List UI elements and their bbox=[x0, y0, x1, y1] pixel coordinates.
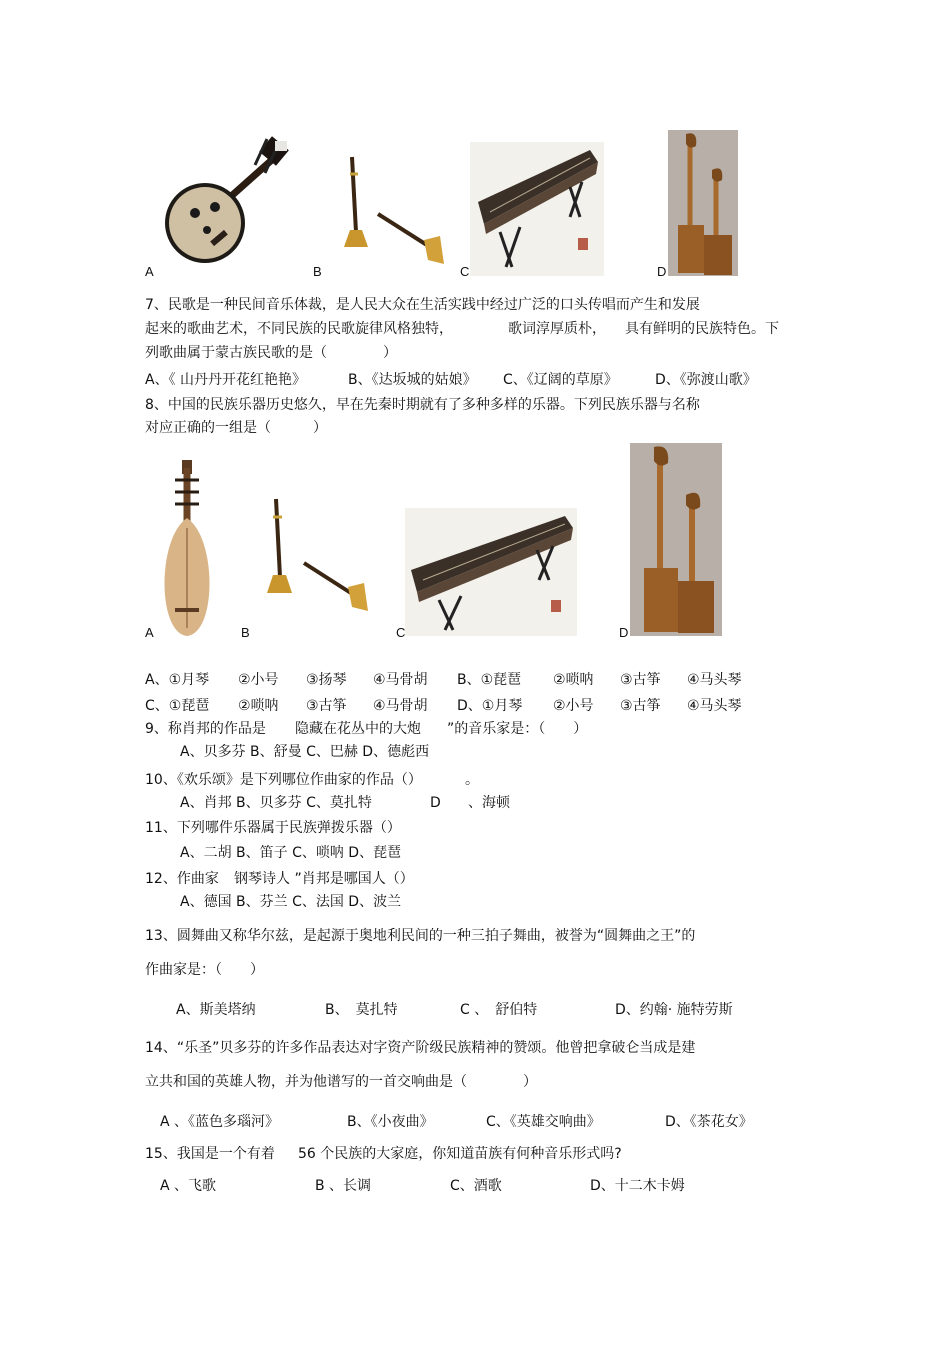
q14-line1: 14、“乐圣”贝多芬的许多作品表达对字资产阶级民族精神的赞颂。他曾把拿破仑当成是建 bbox=[145, 1040, 696, 1056]
q15-option-c[interactable]: C、酒歌 bbox=[450, 1178, 502, 1194]
q8-opt-a3: ③扬琴 bbox=[306, 672, 347, 688]
yueqin-image bbox=[155, 135, 295, 265]
q9-text-a: 9、称肖邦的作品是 bbox=[145, 721, 266, 737]
q13-option-d[interactable]: D、约翰· 施特劳斯 bbox=[615, 1002, 733, 1018]
suona-image bbox=[340, 152, 450, 267]
suona-image-2 bbox=[262, 495, 372, 613]
q9-text-c: ”的音乐家是：（ ） bbox=[447, 721, 588, 737]
q12-text-b: 钢琴诗人 ”肖邦是哪国人（） bbox=[234, 871, 414, 887]
q13-line2: 作曲家是：（ ） bbox=[145, 962, 264, 978]
q7-line2c: 具有鲜明的民族特色。下 bbox=[625, 321, 779, 337]
q13-option-b[interactable]: B、 莫扎特 bbox=[325, 1002, 398, 1018]
q11-text: 11、下列哪件乐器属于民族弹拨乐器（） bbox=[145, 820, 401, 836]
pipa-image bbox=[155, 458, 217, 638]
q15-text-a: 15、我国是一个有着 bbox=[145, 1146, 275, 1162]
image-label-a: A bbox=[145, 264, 154, 279]
q7-line1: 7、民歌是一种民间音乐体裁，是人民大众在生活实践中经过广泛的口头传唱而产生和发展 bbox=[145, 297, 700, 313]
q12-options[interactable]: A、德国 B、芬兰 C、法国 D、波兰 bbox=[180, 894, 402, 910]
q8-opt-c2: ②唢呐 bbox=[238, 698, 279, 714]
q15-option-d[interactable]: D、十二木卡姆 bbox=[590, 1178, 685, 1194]
q8-opt-d1[interactable]: D、①月琴 bbox=[457, 698, 523, 714]
q8-opt-d2: ②小号 bbox=[553, 698, 594, 714]
guzheng-image-2 bbox=[405, 508, 577, 636]
image-label-b: B bbox=[313, 264, 322, 279]
q8-opt-d3: ③古筝 bbox=[620, 698, 661, 714]
image-label-d: D bbox=[657, 264, 667, 279]
q10-options-b[interactable]: D bbox=[430, 795, 441, 811]
q14-option-d[interactable]: D、《茶花女》 bbox=[665, 1114, 753, 1130]
q10-options-a[interactable]: A、肖邦 B、贝多芬 C、莫扎特 bbox=[180, 795, 372, 811]
q8-opt-b3: ③古筝 bbox=[620, 672, 661, 688]
q8-opt-b1[interactable]: B、①琵琶 bbox=[457, 672, 522, 688]
q15-text-b: 56 个民族的大家庭，你知道苗族有何种音乐形式吗? bbox=[298, 1146, 622, 1162]
q8-line1: 8、中国的民族乐器历史悠久，早在先秦时期就有了多种多样的乐器。下列民族乐器与名称 bbox=[145, 397, 700, 413]
q8-opt-d4: ④马头琴 bbox=[687, 698, 742, 714]
matouqin-image-2 bbox=[630, 443, 722, 636]
q7-line2a: 起来的歌曲艺术，不同民族的民歌旋律风格独特， bbox=[145, 321, 453, 337]
q13-option-c[interactable]: C 、 舒伯特 bbox=[460, 1002, 538, 1018]
image-label-c: C bbox=[460, 264, 470, 279]
q13-line1: 13、圆舞曲又称华尔兹，是起源于奥地利民间的一种三拍子舞曲，被誉为“圆舞曲之王”的 bbox=[145, 928, 696, 944]
q8-opt-b2: ②唢呐 bbox=[553, 672, 594, 688]
q8-opt-c3: ③古筝 bbox=[306, 698, 347, 714]
q14-option-b[interactable]: B、《小夜曲》 bbox=[347, 1114, 434, 1130]
q10-text-b: 。 bbox=[465, 772, 479, 788]
q7-option-c[interactable]: C、《辽阔的草原》 bbox=[503, 372, 618, 388]
q10-text-a: 10、《欢乐颂》是下列哪位作曲家的作品（） bbox=[145, 772, 422, 788]
q8-image-label-a: A bbox=[145, 625, 154, 640]
guzheng-image bbox=[470, 142, 604, 276]
q8-image-label-c: C bbox=[396, 625, 406, 640]
q8-opt-a1[interactable]: A、①月琴 bbox=[145, 672, 210, 688]
q8-image-label-d: D bbox=[619, 625, 629, 640]
q8-opt-a2: ②小号 bbox=[238, 672, 279, 688]
q8-opt-b4: ④马头琴 bbox=[687, 672, 742, 688]
q14-option-a[interactable]: A 、《蓝色多瑙河》 bbox=[160, 1114, 280, 1130]
q10-options-c: 、海顿 bbox=[468, 795, 510, 811]
q14-line2: 立共和国的英雄人物，并为他谱写的一首交响曲是（ ） bbox=[145, 1074, 537, 1090]
q14-option-c[interactable]: C、《英雄交响曲》 bbox=[486, 1114, 601, 1130]
q7-line3: 列歌曲属于蒙古族民歌的是（ ） bbox=[145, 345, 397, 361]
q11-options[interactable]: A、二胡 B、笛子 C、唢呐 D、琵琶 bbox=[180, 845, 402, 861]
q8-line2: 对应正确的一组是（ ） bbox=[145, 420, 327, 436]
q15-option-a[interactable]: A 、飞歌 bbox=[160, 1178, 217, 1194]
q7-option-d[interactable]: D、《弥渡山歌》 bbox=[655, 372, 757, 388]
q7-option-b[interactable]: B、《达坂城的姑娘》 bbox=[348, 372, 477, 388]
q8-opt-c4: ④马骨胡 bbox=[373, 698, 428, 714]
q7-line2b: 歌词淳厚质朴， bbox=[508, 321, 606, 337]
q8-opt-a4: ④马骨胡 bbox=[373, 672, 428, 688]
q8-image-label-b: B bbox=[241, 625, 250, 640]
q12-text-a: 12、作曲家 bbox=[145, 871, 219, 887]
q8-opt-c1[interactable]: C、①琵琶 bbox=[145, 698, 210, 714]
q9-text-b: 隐藏在花丛中的大炮 bbox=[295, 721, 421, 737]
matouqin-image bbox=[668, 130, 738, 276]
q13-option-a[interactable]: A、斯美塔纳 bbox=[176, 1002, 256, 1018]
q7-option-a[interactable]: A、《 山丹丹开花红艳艳》 bbox=[145, 372, 307, 388]
q9-options[interactable]: A、贝多芬 B、舒曼 C、巴赫 D、德彪西 bbox=[180, 744, 430, 760]
q15-option-b[interactable]: B 、长调 bbox=[315, 1178, 372, 1194]
